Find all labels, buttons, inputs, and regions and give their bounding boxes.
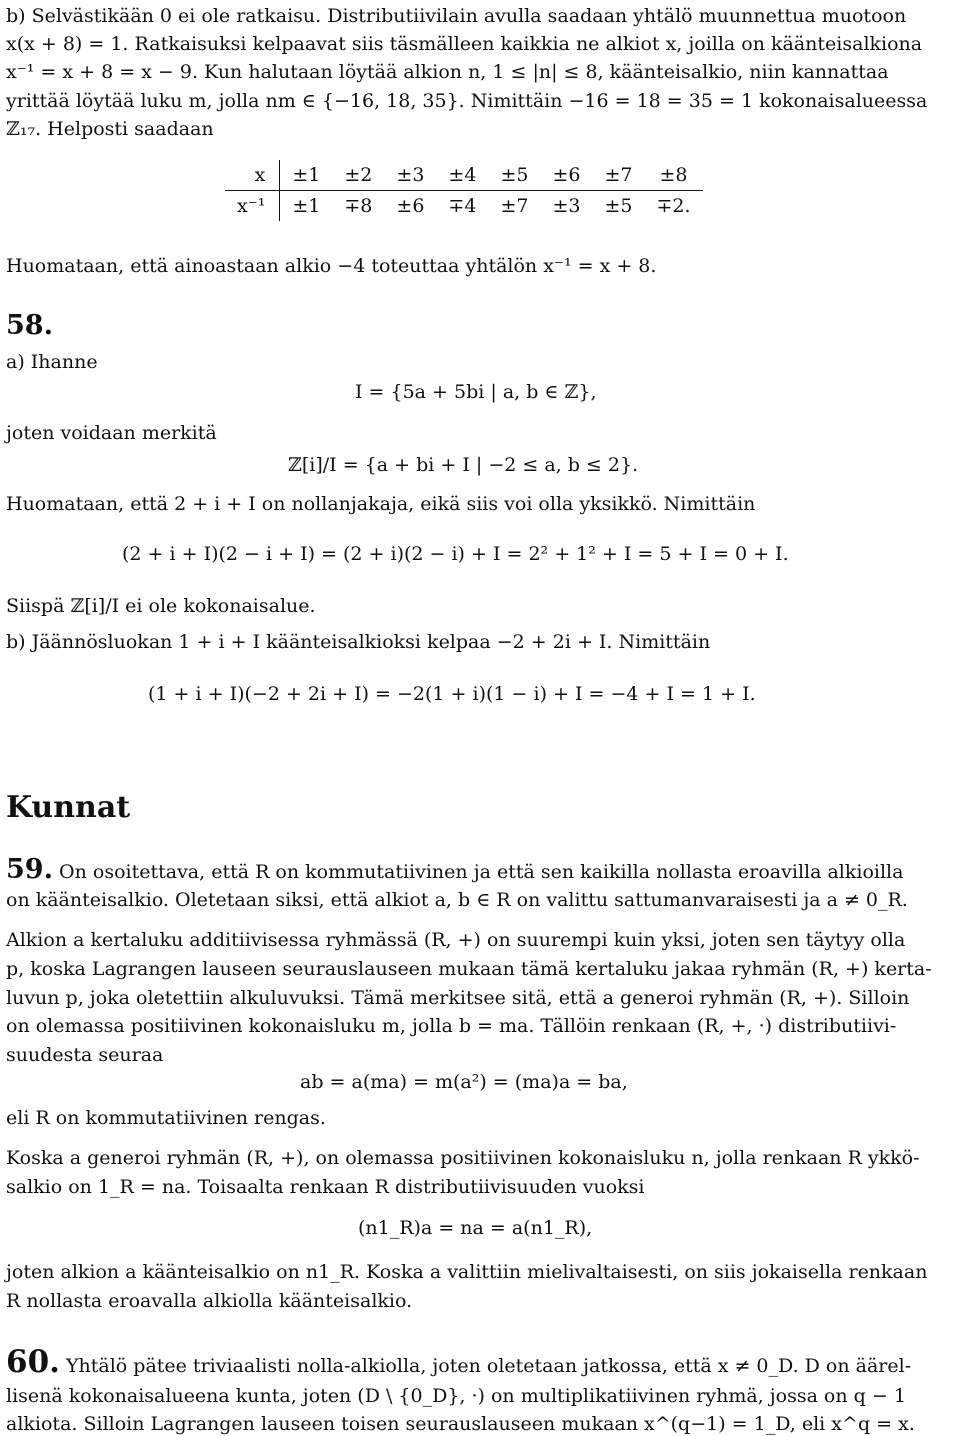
text-line: x(x + 8) = 1. Ratkaisuksi kelpaavat siis täsmälleen kaikkia ne alkiot x, joilla on käänteisalkiona [6,33,923,55]
table-row [225,191,703,222]
table-cell: ±3 [384,160,436,191]
text-line [6,1344,912,1380]
text-line: alkiota. Silloin Lagrangen lauseen toisen seurauslauseen mukaan x^(q−1) = 1_D, eli x^q = x. [6,1413,915,1435]
table-cell: ±7 [592,160,644,191]
equation: (n1_R)a = na = a(n1_R), [358,1217,593,1239]
text-line: x⁻¹ = x + 8 = x − 9. Kun halutaan löytää alkion n, 1 ≤ |n| ≤ 8, käänteisalkio, niin kannattaa [6,61,889,83]
text-line: Alkion a kertaluku additiivisessa ryhmässä (R, +) on suurempi kuin yksi, joten sen täytyy olla [6,929,906,951]
text-line: p, koska Lagrangen lauseen seurauslauseen mukaan tämä kertaluku jakaa ryhmän (R, +) kerta- [6,958,932,980]
text-line: R nollasta eroavalla alkiolla käänteisalkio. [6,1290,413,1312]
text-line: a) Ihanne [6,351,98,373]
text-line: joten voidaan merkitä [6,422,217,444]
table-cell: ±2 [332,160,384,191]
text-line: b) Jäännösluokan 1 + i + I käänteisalkioksi kelpaa −2 + 2i + I. Nimittäin [6,631,711,653]
table-header-cell: x⁻¹ [225,191,280,222]
text-line: salkio on 1_R = na. Toisaalta renkaan R distributiivisuuden vuoksi [6,1176,645,1198]
table-cell-value: ∓2 [656,195,685,217]
table-cell: ∓8 [344,195,373,217]
table-cell [644,191,702,222]
text-line: Huomataan, että 2 + i + I on nollanjakaja, eikä siis voi olla yksikkö. Nimittäin [6,493,756,515]
equation: (1 + i + I)(−2 + 2i + I) = −2(1 + i)(1 − i) + I = −4 + I = 1 + I. [148,683,756,705]
exercise-number: 58. [6,310,53,341]
table-period: . [684,195,691,217]
exercise-number: 60. [6,1344,60,1380]
equation: ab = a(ma) = m(a²) = (ma)a = ba, [300,1071,628,1093]
equation: (2 + i + I)(2 − i + I) = (2 + i)(2 − i) + I = 2² + 1² + I = 5 + I = 0 + I. [122,543,789,565]
table-cell: ±3 [552,195,581,217]
text-line: Koska a generoi ryhmän (R, +), on olemassa positiivinen kokonaisluku n, jolla renkaan R ykkö- [6,1147,920,1169]
text-line: ℤ₁₇. Helposti saadaan [6,118,214,140]
text-line: b) Selvästikään 0 ei ole ratkaisu. Distributiivilain avulla saadaan yhtälö muunnettua muotoon [6,5,907,27]
text-line: suudesta seuraa [6,1044,164,1066]
table-cell: ±6 [396,195,425,217]
text-span: On osoitettava, että R on kommutatiivinen ja että sen kaikilla nollasta eroavilla alkioilla [59,861,904,883]
text-line: eli R on kommutatiivinen rengas. [6,1107,326,1129]
table-cell: ±1 [280,160,333,191]
table-cell: ±5 [488,160,540,191]
table-cell: ∓4 [448,195,477,217]
text-line: on käänteisalkio. Oletetaan siksi, että alkiot a, b ∈ R on valittu sattumanvaraisesti ja a ≠ 0_R. [6,889,908,911]
text-line: yrittää löytää luku m, jolla nm ∈ {−16, 18, 35}. Nimittäin −16 = 18 = 35 = 1 kokonaisalueessa [6,90,928,112]
exercise-number: 59. [6,854,53,885]
text-line: joten alkion a käänteisalkio on n1_R. Koska a valittiin mielivaltaisesti, on siis jokaisella renkaan [6,1261,928,1283]
text-line: luvun p, joka oletettiin alkuluvuksi. Tämä merkitsee sitä, että a generoi ryhmän (R, +). Silloin [6,987,910,1009]
text-span: Yhtälö pätee triviaalisti nolla-alkiolla, joten oletetaan jatkossa, että x ≠ 0_D. D on äärel- [65,1355,912,1377]
equation: ℤ[i]/I = {a + bi + I | −2 ≤ a, b ≤ 2}. [288,454,639,476]
inverse-table [225,160,703,221]
table-cell: ±8 [644,160,702,191]
table-cell: ±4 [436,160,488,191]
text-line [6,854,904,885]
section-title: Kunnat [6,790,131,825]
table-cell: ±5 [604,195,633,217]
table-cell: ±6 [540,160,592,191]
table-row [225,160,703,191]
equation: I = {5a + 5bi | a, b ∈ ℤ}, [355,381,597,403]
table-cell: ±7 [500,195,529,217]
table-cell: ±1 [292,195,321,217]
table-header-cell: x [225,160,280,191]
text-line: Huomataan, että ainoastaan alkio −4 toteuttaa yhtälön x⁻¹ = x + 8. [6,255,657,277]
text-line: on olemassa positiivinen kokonaisluku m, jolla b = ma. Tällöin renkaan (R, +, ·) distributiivi- [6,1015,897,1037]
text-line: Siispä ℤ[i]/I ei ole kokonaisalue. [6,595,316,617]
text-line: lisenä kokonaisalueena kunta, joten (D \ {0_D}, ·) on multiplikatiivinen ryhmä, jossa on q − 1 [6,1385,906,1407]
